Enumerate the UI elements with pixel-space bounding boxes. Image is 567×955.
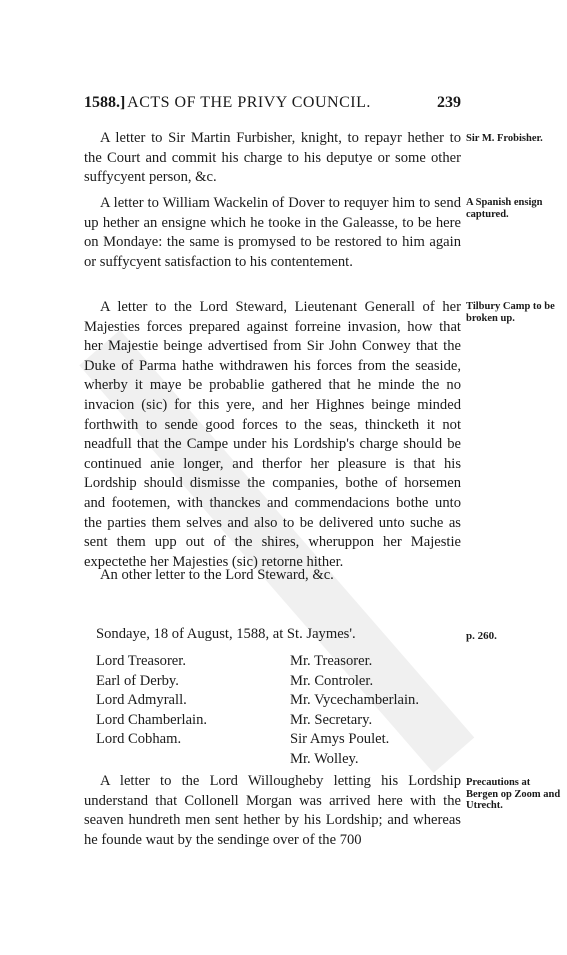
meeting-date: Sondaye, 18 of August, 1588, at St. Jaymes'. (96, 626, 356, 642)
margin-note-tilbury: Tilbury Camp to be broken up. (466, 301, 555, 324)
paragraph-frobisher: A letter to Sir Martin Furbisher, knight, to repayr hether to the Court and commit his charge to his deputye or some other suffycyent person, &c. (84, 130, 461, 186)
margin-note-frobisher: Sir M. Frobisher. (466, 133, 543, 144)
header-title: ACTS OF THE PRIVY COUNCIL. (127, 94, 371, 111)
page-reference: p. 260. (466, 630, 497, 642)
paragraph-willougheby: A letter to the Lord Willougheby letting his Lordship understand that Collonell Morgan was arrived here with the seaven hundreth men sent hether by his Lordship; and whereas he founde waut by the sendinge over of the 700 (84, 773, 461, 848)
attendee: Sir Amys Poulet. (290, 731, 390, 747)
attendee: Lord Cobham. (96, 731, 182, 747)
attendee: Lord Chamberlain. (96, 711, 208, 728)
paragraph-wackelin: A letter to William Wackelin of Dover to requyer him to send up hether an ensigne which he tooke in the Galeasse, to be here on Mondaye: the same is promysed to be restored to him again or suffycyent satisfaction to his contentement. (84, 195, 461, 270)
attendee: Mr. Controler. (290, 672, 374, 689)
header-year: 1588.] (84, 94, 126, 111)
attendees-left (96, 652, 207, 750)
paragraph-lord-steward: A letter to the Lord Steward, Lieutenant Generall of her Majesties forces prepared against forreine invasion, how that her Majestie beinge advertised from Sir John Conwey that the Duke of Parma hathe withdrawen his forces from the seaside, wherby it maye be probablie gathered that he minde the no invacion (sic) for this yere, and her Highnes beinge minded forthwith to sende good forces to the seas, thincketh it not neadfull that the Campe under his Lordship's charge should be continued anie longer, and therfor her pleasure is that his Lordship should dismisse the companies, bothe of horsemen and footemen, with thanckes and commendacions bothe unto the parties them selves and also to be delivered unto suche as sent them upp out of the shires, wheruppon her Majestie expectethe her Majesties (sic) retorne hither. (84, 299, 461, 570)
attendee: Mr. Secretary. (290, 711, 373, 728)
page-number: 239 (437, 94, 461, 111)
attendees-right (290, 652, 419, 769)
attendee: Earl of Derby. (96, 672, 179, 689)
margin-note-ensign: A Spanish ensign captured. (466, 197, 543, 220)
attendee: Mr. Wolley. (290, 750, 359, 767)
attendee: Mr. Vycechamberlain. (290, 692, 420, 708)
paragraph-other-letter: An other letter to the Lord Steward, &c. (100, 567, 334, 583)
attendee: Mr. Treasorer. (290, 653, 373, 669)
attendee: Lord Treasorer. (96, 653, 186, 669)
margin-note-bergen: Precautions at Bergen op Zoom and Utrecht. (466, 777, 561, 811)
running-header (84, 94, 461, 116)
attendee: Lord Admyrall. (96, 692, 187, 708)
